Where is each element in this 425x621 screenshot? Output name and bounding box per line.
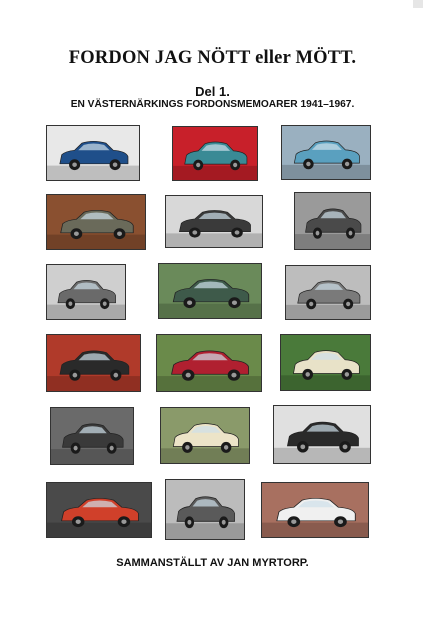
cream-opel-image [281,335,370,390]
photo-bw-morris-minor [46,264,126,320]
photo-cream-opel [280,334,371,391]
photo-railway-train [165,195,263,248]
photo-teal-citroen [172,126,258,181]
photo-cream-dkw [160,407,250,464]
photo-old-moped [46,194,146,250]
book-title: FORDON JAG NÖTT eller MÖTT. [68,48,357,68]
photo-bw-scooter [165,479,245,540]
photo-blue-toy-car [46,125,140,181]
green-volvo-pv444-image [159,264,261,318]
porsche-in-snow-image [274,406,370,463]
photo-blue-morris-minor [281,125,371,180]
bw-morris-minor-image [47,265,125,319]
white-ford-taunus-image [262,483,368,537]
photo-bw-station-wagon [285,265,371,320]
red-mini-image [47,483,151,537]
bw-station-wagon-image [286,266,370,319]
bw-volkswagen-forest-image [51,408,133,464]
photo-red-cadillac [156,334,262,392]
blue-toy-car-image [47,126,139,180]
bw-vintage-car-image [295,193,370,249]
photo-car-by-red-house [46,334,141,392]
photo-porsche-in-snow [273,405,371,464]
book-part: Del 1. [195,84,230,99]
photo-bw-volkswagen-forest [50,407,134,465]
bw-scooter-image [166,480,244,539]
old-moped-image [47,195,145,249]
corner-mark [413,0,423,8]
photo-red-mini [46,482,152,538]
railway-train-image [166,196,262,247]
book-subtitle: EN VÄSTERNÄRKINGS FORDONSMEMOARER 1941–1967. [70,99,355,110]
teal-citroen-image [173,127,257,180]
cream-dkw-image [161,408,249,463]
book-credit: SAMMANSTÄLLT AV JAN MYRTORP. [116,557,309,569]
blue-morris-minor-image [282,126,370,179]
photo-bw-vintage-car [294,192,371,250]
red-cadillac-image [157,335,261,391]
photo-green-volvo-pv444 [158,263,262,319]
photo-white-ford-taunus [261,482,369,538]
car-by-red-house-image [47,335,140,391]
